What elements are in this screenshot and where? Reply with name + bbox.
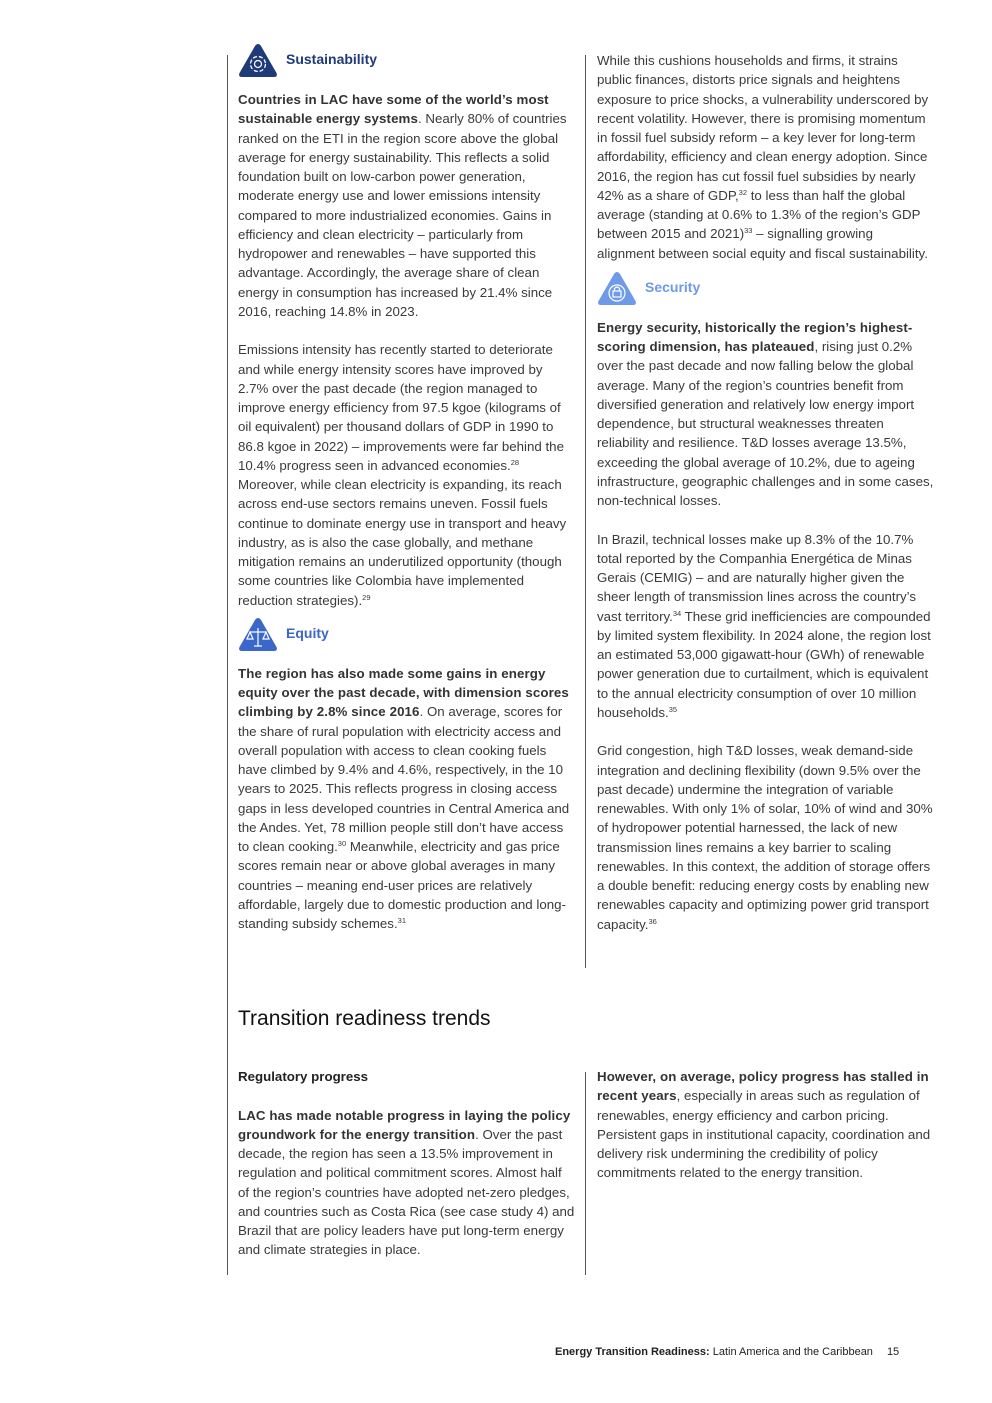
regulatory-paragraph-right xyxy=(597,1067,934,1183)
lead-sentence: Countries in LAC have some of the world’s most sustainable energy systems xyxy=(238,92,549,127)
lead-sentence: The region has also made some gains in energy equity over the past decade, with dimension scores climbing by 2.8% since 2016 xyxy=(238,665,569,720)
column-rule-right-bottom xyxy=(585,1072,586,1275)
footnote-ref: 28 xyxy=(510,457,520,467)
column-rule-left xyxy=(227,55,228,1275)
regulatory-paragraph-left xyxy=(238,1106,575,1260)
footnote-ref: 30 xyxy=(337,839,347,848)
body-text: In Brazil, technical losses make up 8.3% of the 10.7% total reported by the Companhia Energética de Minas Gerais (CEMIG) – and are naturally higher given the sheer length of transmission lines across the country’s vast territory. xyxy=(597,531,917,624)
footer-title-bold: Energy Transition Readiness: xyxy=(555,1346,710,1358)
lead-sentence: LAC has made notable progress in laying the policy groundwork for the energy transition xyxy=(238,1107,571,1142)
left-column xyxy=(238,43,575,953)
right-column xyxy=(597,51,934,953)
page-number: 15 xyxy=(886,1346,900,1358)
regulatory-progress-subhead: Regulatory progress xyxy=(238,1069,369,1084)
body-text: , especially in areas such as regulation of renewables, energy efficiency and carbon pricing. Persistent gaps in institutional capacity, coordination and delivery risk undermining the credibility of policy commitments related to the energy transition. xyxy=(597,1088,931,1181)
footnote-ref: 34 xyxy=(672,608,682,618)
body-text: . Over the past decade, the region has seen a 13.5% improvement in regulation and political commitment scores. Almost half of the region’s countries have adopted net-zero pledges, and countries such as Costa Rica (see case study 4) and Brazil that are policy leaders have put long-term energy and climate strategies in place. xyxy=(238,1126,575,1258)
trends-right-column xyxy=(597,1067,934,1202)
sustainability-label: Sustainability xyxy=(286,51,378,68)
equity-heading xyxy=(238,617,575,653)
lead-sentence: Energy security, historically the region’s highest-scoring dimension, has plateaued xyxy=(597,319,913,354)
scales-icon xyxy=(238,617,278,653)
trends-left-column xyxy=(238,1067,575,1279)
sustainability-paragraph-1 xyxy=(238,90,575,321)
body-text: . Nearly 80% of countries ranked on the ETI in the region score above the global average for energy sustainability. This reflects a solid foundation built on low-carbon power generation, moderate energy use and lower emissions intensity compared to more industrialized economies. Gains in efficiency and clean electricity – particularly from hydropower and renewables – have supported this advantage. Accordingly, the average share of clean energy in consumption has increased by 21.4% since 2016, reaching 14.8% in 2023. xyxy=(238,111,567,319)
body-text: Emissions intensity has recently started to deteriorate and while energy intensity scores have improved by 2.7% over the past decade (the region managed to improve energy efficiency from 97.5 kgoe (kilograms of oil equivalent) per thousand dollars of GDP in 1990 to 86.8 kgoe in 2022) – improvements were far behind the 10.4% progress seen in advanced economies. xyxy=(238,342,564,473)
security-paragraph-3 xyxy=(597,741,934,934)
equity-label: Equity xyxy=(286,625,329,642)
footer-title-rest: Latin America and the Caribbean xyxy=(709,1346,873,1358)
footnote-ref: 33 xyxy=(744,226,753,236)
footnote-ref: 36 xyxy=(648,916,657,926)
security-paragraph-2 xyxy=(597,530,934,723)
equity-paragraph-1 xyxy=(238,664,575,934)
lock-icon xyxy=(597,271,637,307)
body-text: Meanwhile, electricity and gas price scores remain near or above global averages in many countries – meaning end-user prices are relatively affordable, largely due to domestic production and long-standing subsidy schemes. xyxy=(238,839,566,931)
body-text: These grid inefficiencies are compounded by limited system flexibility. In 2024 alone, the region lost an estimated 53,000 gigawatt-hour (GWh) of renewable power generation due to curtailment, which is equivalent to the annual electricity consumption of over 10 million households. xyxy=(597,608,931,720)
body-text: . On average, scores for the share of rural population with electricity access and overall population with access to clean cooking fuels have climbed by 9.4% and 4.6%, respectively, in the 10 years to 2025. This reflects progress in closing access gaps in less developed countries in Central America and the Andes. Yet, 78 million people still don’t have access to clean cooking. xyxy=(238,704,570,854)
sustainability-icon xyxy=(238,43,278,79)
footnote-ref: 32 xyxy=(738,187,748,197)
footnote-ref: 35 xyxy=(668,704,678,714)
column-rule-right-top xyxy=(585,55,586,968)
body-text: While this cushions households and firms, it strains public finances, distorts price signals and heightens exposure to price shocks, a vulnerability underscored by recent volatility. However, there is promising momentum in fossil fuel subsidy reform – a key lever for long-term affordability, efficiency and clean energy adoption. Since 2016, the region has cut fossil fuel subsidies by nearly 42% as a share of GDP, xyxy=(597,53,929,203)
footnote-ref: 29 xyxy=(362,592,371,602)
section-title: Transition readiness trends xyxy=(238,1007,491,1030)
sustainability-paragraph-2 xyxy=(238,340,575,610)
equity-continued-paragraph xyxy=(597,51,934,263)
security-heading xyxy=(597,271,934,307)
footnote-ref: 31 xyxy=(397,916,406,925)
lead-sentence: However, on average, policy progress has stalled in recent years xyxy=(597,1069,929,1104)
security-paragraph-1 xyxy=(597,318,934,511)
body-text: Moreover, while clean electricity is expanding, its reach across end-use sectors remains uneven. Fossil fuels continue to dominate energy use in transport and heavy industry, as is also the case globally, and methane mitigation remains an underutilized opportunity (though some countries like Colombia have implemented reduction strategies). xyxy=(238,477,567,608)
body-text: , rising just 0.2% over the past decade and now falling below the global average. Many of the region’s countries benefit from diversified generation and relatively low energy import dependence, but structural weaknesses threaten reliability and resilience. T&D losses average 13.5%, exceeding the global average of 10.2%, due to ageing infrastructure, geographic challenges and in some cases, non-technical losses. xyxy=(597,339,934,508)
body-text: – signalling growing alignment between social equity and fiscal sustainability. xyxy=(597,226,928,261)
body-text: Grid congestion, high T&D losses, weak demand-side integration and declining flexibility (down 9.5% over the past decade) undermine the integration of variable renewables. With only 1% of solar, 10% of wind and 30% of hydropower potential harnessed, the lack of new transmission lines remains a key barrier to scaling renewables. In this context, the addition of storage offers a double benefit: reducing energy costs by enabling new renewables capacity and optimizing power grid transport capacity. xyxy=(597,743,933,932)
body-text: to less than half the global average (standing at 0.6% to 1.3% of the region’s GDP between 2015 and 2021) xyxy=(597,187,921,242)
page-footer xyxy=(555,1346,899,1358)
security-label: Security xyxy=(645,279,701,296)
sustainability-heading xyxy=(238,43,575,79)
